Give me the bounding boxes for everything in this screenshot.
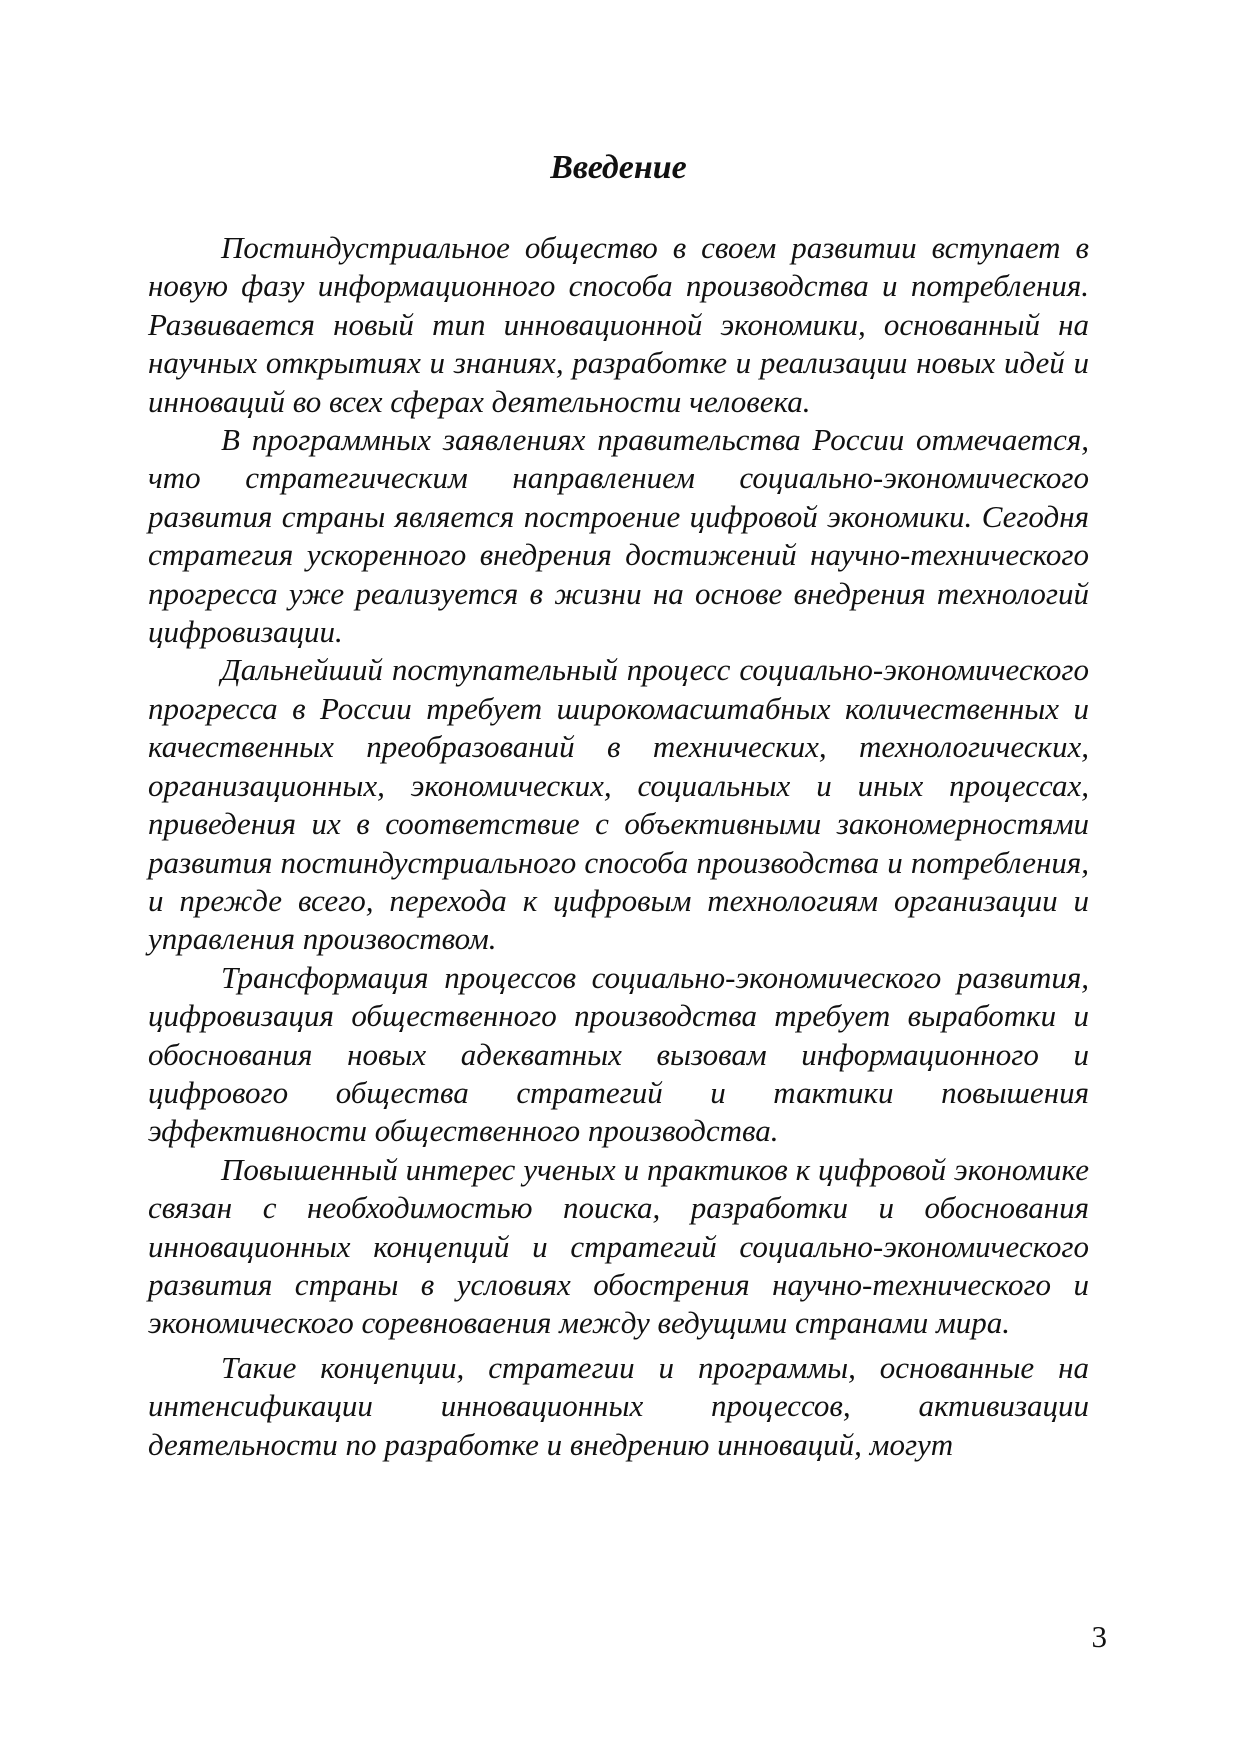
paragraph-5: Повышенный интерес ученых и практиков к цифровой экономике связан с необходимостью поиска, разработки и обоснования инновационных концепций и стратегий социально-экономического развития страны в условиях обострения научно-технического и экономического соревноваения между ведущими странами мира. xyxy=(148,1151,1089,1341)
page-title: Введение xyxy=(550,149,687,186)
document-body xyxy=(148,229,1089,1464)
paragraph-4: Трансформация процессов социально-экономического развития, цифровизация общественного производства требует выработки и обоснования новых адекватных вызовам информационного и цифрового общества стратегий и тактики повышения эффективности общественного производства. xyxy=(148,959,1089,1149)
page-number: 3 xyxy=(1091,1619,1107,1654)
paragraph-1: Постиндустриальное общество в своем развитии вступает в новую фазу информационного способа производства и потребления. Развивается новый тип инновационной экономики, основанный на научных открытиях и знаниях, разработке и реализации новых идей и инноваций во всех сферах деятельности человека. xyxy=(148,230,1089,419)
paragraph-2: В программных заявлениях правительства России отмечается, что стратегическим направлением социально-экономического развития страны является построение цифровой экономики. Сегодня стратегия ускоренного внедрения достижений научно-технического прогресса уже реализуется в жизни на основе внедрения технологий цифровизации. xyxy=(148,422,1089,650)
paragraph-3: Дальнейший поступательный процесс социально-экономического прогресса в России требует широкомасштабных количественных и качественных преобразований в технических, технологических, организационных, экономических, социальных и иных процессах, приведения их в соответствие с объективными закономерностями развития постиндустриального способа производства и потребления, и прежде всего, перехода к цифровым технологиям организации и управления произвоством. xyxy=(148,652,1089,957)
paragraph-6: Такие концепции, стратегии и программы, основанные на интенсификации инновационных процессов, активизации деятельности по разработке и внедрению инноваций, могут xyxy=(148,1349,1089,1462)
